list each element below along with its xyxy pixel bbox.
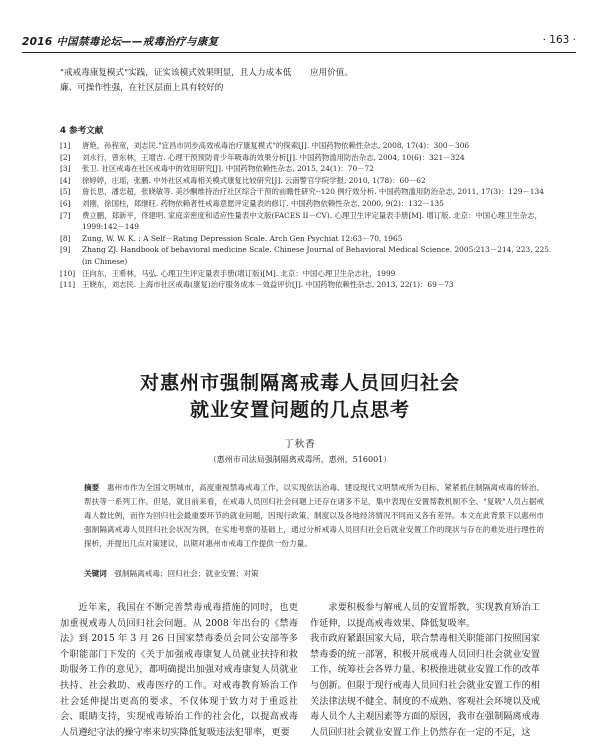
reference-text: 刘永行，曾东林，王增吉. 心理干预预防青少年吸毒的效果分析[J]. 中国药物滥用防治杂志, 2004, 10(6)：321－324: [82, 152, 465, 162]
reference-number: [1]: [60, 141, 71, 150]
keywords: [84, 568, 544, 580]
reference-text: 詹长思，潘忠超，张晓敏等. 美沙酮维持治疗社区综合干预的前瞻性研究--120 例疗效分析. 中国药物滥用防治杂志, 2011, 17(3)：129－134: [82, 187, 544, 197]
body-paragraph: 求要积极参与解戒人员的安置帮教，实现教育矫治工作延伸，以提高戒毒效果、降低复吸率。 我市政府紧跟国家大局，联合禁毒相关职能部门按照国家禁毒委的统一部署，积极开展戒毒人员回归社会就业安置工作，统筹社会各界力量、积极推进就业安置工作的改革与创新。但限于现行戒毒人员回归社会就业安置工作的相关法律法规不健全、制度的不成熟、客观社会环境以及戒毒人员个人主观因素等方面的原因，我市在强制隔离戒毒人员回归社会就业安置工作上仍然存在一定的不足，这: [310, 602, 540, 738]
reference-number: [5]: [60, 187, 71, 197]
reference-number: [11]: [60, 280, 76, 290]
abstract-text: 惠州市作为全国文明城市，高度重视禁毒戒毒工作，以实现依法治毒、建设现代文明禁戒所为目标，紧紧抓住制隔离戒毒的矫治、帮扶等一系列工作。但是，就目前来看，在戒毒人员回归社会问题上还存在诸多不足，集中表现在安置帮教机制不全、"复吸"人员占据戒毒人数比例，而作为回归社会最重要环节的就业问题，因现行政策、制度以及各地经济情况不同而又各有差异。本文在此背景下以惠州市强制隔离戒毒人员回归社会状况为例，在实地考察的基础上，通过分析戒毒人员回归社会后就业安置工作的现状与存在的难处进行理性的探析，并提出几点对策建议，以期对惠州市戒毒工作提供一份力量。: [84, 483, 545, 548]
reference-text: Zhang ZJ. Handbook of behavioral medicine Scale. Chinese Journal of Behavioral Medical Science. 2005:213－214, 223, 225. (in Chinese): [82, 245, 552, 266]
reference-number: [9]: [60, 245, 71, 255]
reference-item: [60, 175, 560, 187]
reference-item: [60, 244, 560, 267]
reference-text: 王晓东，刘志民. 上海市社区戒毒(康复)治疗服务成本－效益评价[J]. 中国药物依赖性杂志, 2013, 22(1)：69－73: [82, 280, 454, 290]
references-heading: 4 参考文献: [60, 126, 104, 136]
body-paragraph: 近年来，我国在不断完善禁毒戒毒措施的同时，也更加重视戒毒人员回归社会问题。从 2008 年出台的《禁毒法》到 2015 年 3 月 26 日国家禁毒委员会同公安部等多个职能部门下发的《关于加强戒毒康复人员就业扶持和救助服务工作的意见》，都明确提出加强对戒毒康复人员就业扶持、社会救助、戒毒医疗的工作。对戒毒教育矫治工作社会延伸提出更高的要求，不仅体现于致力对于重返社会、眼睛支持，实现戒毒矫治工作的社会化，以提高戒毒人员遵纪守法的操守率来切实降低复吸违法犯罪率，更要: [60, 602, 298, 738]
reference-number: [4]: [60, 175, 71, 185]
author-name: 丁秋香: [284, 439, 316, 450]
reference-list: [60, 140, 560, 291]
reference-item: [60, 210, 560, 233]
continuation-text-left: "戒戒毒康复模式"实践，证实该模式效果明显，且人力成本低廉、可操作性强，在社区层面上具有较好的: [60, 68, 292, 93]
reference-item: [60, 233, 560, 245]
abstract-label: 摘要: [84, 483, 100, 492]
reference-number: [6]: [60, 198, 71, 208]
reference-text: 费立鹏，郑新平，佟建明. 家庭亲密度和适应性量表中文版(FACES II－CV). 心理卫生评定量表手册[M]. 增订版. 北京：中国心理卫生杂志，1999:142－149: [82, 210, 542, 232]
article-title-line-2: 就业安置问题的几点思考: [189, 399, 410, 421]
reference-number: [8]: [60, 233, 71, 243]
keywords-text: 强制隔离戒毒；回归社会；就业安置；对策: [114, 569, 259, 578]
reference-item: [60, 198, 560, 210]
reference-text: Zung, W. W. K. : A Self－Rating Depression Scale. Arch Gen Psychiat 12:63－70, 1965: [82, 233, 403, 243]
reference-number: [7]: [60, 210, 71, 220]
reference-text: 徐婷婷，庄瑶，张鹏. 中外社区戒毒相关模式康复比较研究[J]. 云南警官学院学报, 2010, 1(78)：60－62: [82, 175, 426, 185]
body-column-left: [60, 600, 298, 740]
reference-item: [60, 279, 560, 291]
reference-item: [60, 152, 560, 164]
article-title-line-1: 对惠州市强制隔离戒毒人员回归社会: [139, 372, 460, 394]
reference-item: [60, 140, 560, 152]
reference-text: 唐艳，孙程宽，刘志民."宜昌市同步高效戒毒治疗康复模式"的探索[J]. 中国药物依赖性杂志, 2008, 17(4)：300－306: [82, 141, 470, 150]
body-column-right: [310, 600, 540, 740]
abstract: [84, 481, 544, 551]
running-header: [22, 32, 576, 53]
continuation-text-right: 应用价值。: [310, 68, 353, 78]
page-number: · 163 ·: [542, 34, 576, 46]
reference-number: [10]: [60, 268, 76, 278]
author-affiliation: （惠州市司法局强制隔离戒毒所，惠州，516001）: [208, 455, 392, 464]
reference-text: 汪向东，王希林，马弘. 心理卫生评定量表手册(增订版)[M]. 北京：中国心理卫生杂志社，1999: [82, 268, 396, 278]
reference-number: [2]: [60, 152, 71, 162]
reference-number: [3]: [60, 164, 71, 174]
reference-item: [60, 163, 560, 175]
reference-item: [60, 268, 560, 280]
reference-item: [60, 186, 560, 198]
reference-text: 刘刚，徐国柱，郑继旺. 药物依赖者性戒毒意愿评定量表的修订. 中国药物依赖性杂志, 2000, 9(2)：132－135: [82, 198, 444, 208]
reference-text: 张卫. 社区戒毒在社区戒毒中的效用研究[J]. 中国药物依赖性杂志, 2015, 24(1)：70－72: [82, 164, 374, 174]
journal-title: 2016 中国禁毒论坛——戒毒治疗与康复: [22, 36, 219, 48]
keywords-label: 关键词: [84, 569, 107, 578]
